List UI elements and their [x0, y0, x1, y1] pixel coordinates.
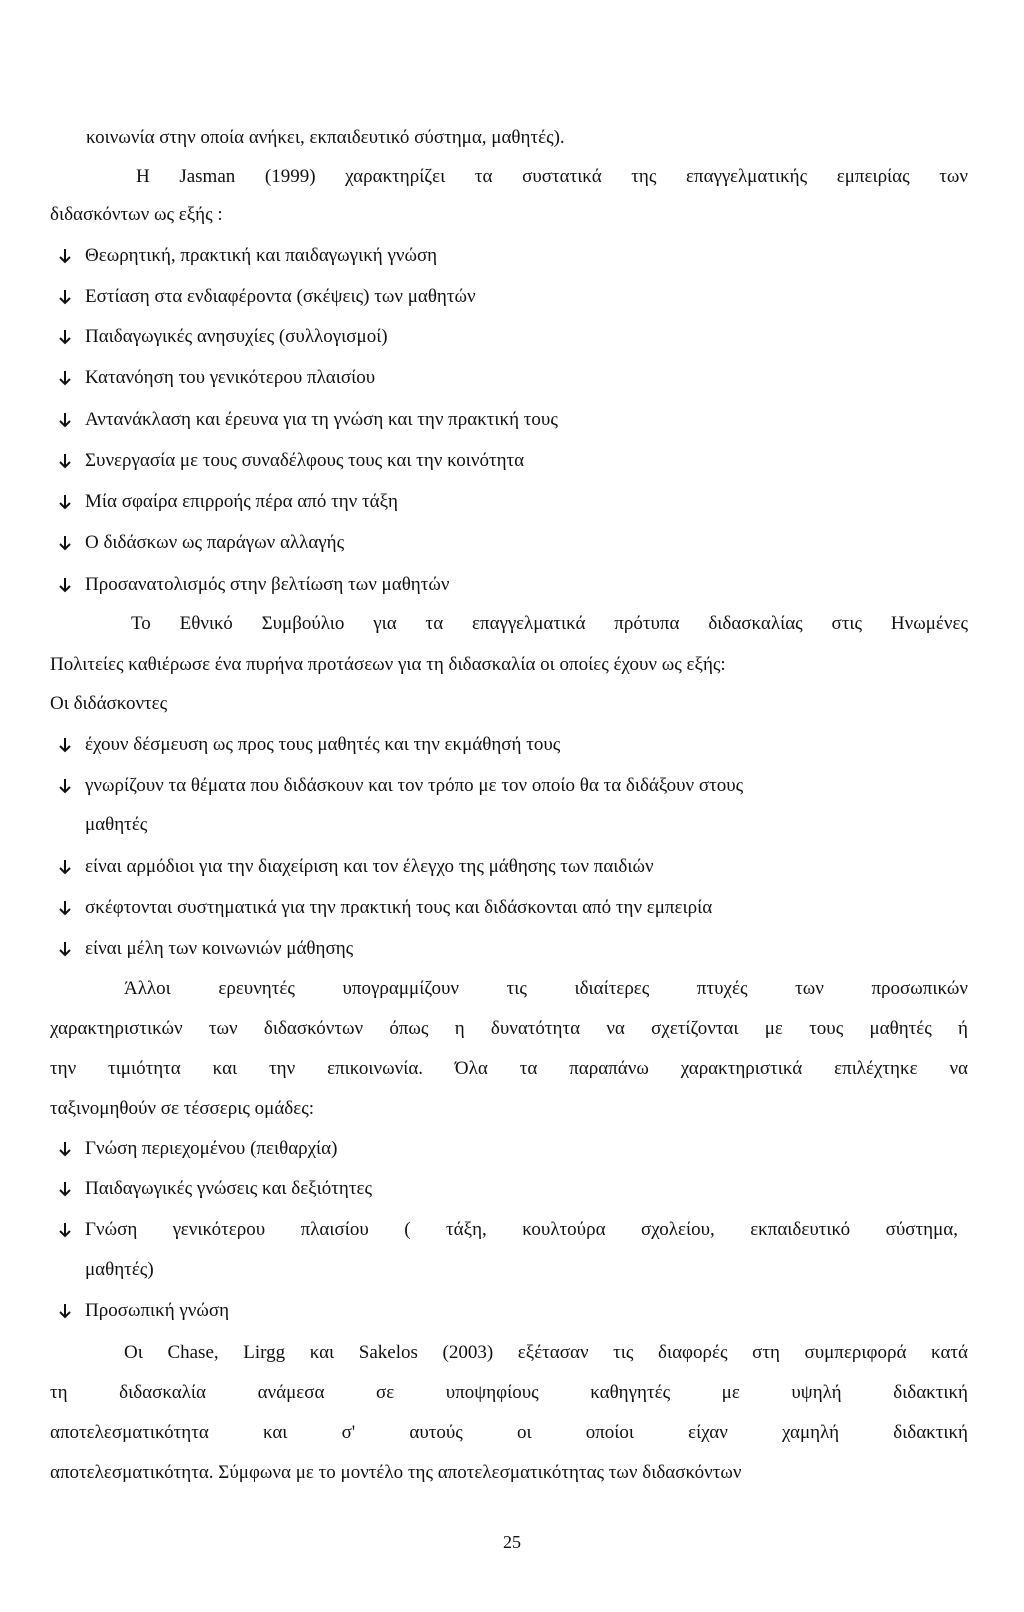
arrow-down-icon	[58, 573, 85, 593]
arrow-down-icon	[58, 449, 85, 469]
arrow-down-icon	[58, 896, 85, 916]
paragraph-line: τη διδασκαλία ανάμεσα σε υποψηφίους καθηγητές με υψηλή διδακτική	[50, 1382, 968, 1403]
arrow-down-icon	[58, 366, 85, 386]
arrow-down-icon	[58, 1177, 85, 1197]
arrow-down-icon	[58, 937, 85, 957]
arrow-down-icon	[58, 855, 85, 875]
arrow-down-icon	[58, 774, 85, 794]
arrow-down-icon	[58, 733, 85, 753]
page-number: 25	[503, 1532, 521, 1552]
arrow-down-icon	[58, 285, 85, 305]
list-item: Αντανάκλαση και έρευνα για τη γνώση και την πρακτική τους	[58, 408, 558, 432]
text-line: Οι διδάσκοντες	[50, 693, 168, 714]
arrow-down-icon	[58, 408, 85, 428]
arrow-down-icon	[58, 1137, 85, 1157]
list-item: Μία σφαίρα επιρροής πέρα από την τάξη	[58, 490, 398, 514]
arrow-down-icon	[58, 531, 85, 551]
list-item: Παιδαγωγικές ανησυχίες (συλλογισμοί)	[58, 325, 388, 349]
list-item: είναι αρμόδιοι για την διαχείριση και τον έλεγχο της μάθησης των παιδιών	[58, 855, 654, 879]
arrow-down-icon	[58, 244, 85, 264]
paragraph-line: χαρακτηριστικών των διδασκόντων όπως η δυνατότητα να σχετίζονται με τους μαθητές ή	[50, 1018, 968, 1039]
list-item: Κατανόηση του γενικότερου πλαισίου	[58, 366, 375, 390]
list-item: Θεωρητική, πρακτική και παιδαγωγική γνώση	[58, 244, 437, 268]
list-item: Γνώση γενικότερου πλαισίου ( τάξη, κουλτούρα σχολείου, εκπαιδευτικό σύστημα,	[58, 1218, 968, 1242]
text-line: Πολιτείες καθιέρωσε ένα πυρήνα προτάσεων για τη διδασκαλία οι οποίες έχουν ως εξής:	[50, 654, 726, 675]
paragraph-line: Το Εθνικό Συμβούλιο για τα επαγγελματικά πρότυπα διδασκαλίας στις Ηνωμένες	[131, 613, 968, 634]
list-item: Προσωπική γνώση	[58, 1299, 229, 1323]
list-item: γνωρίζουν τα θέματα που διδάσκουν και τον τρόπο με τον οποίο θα τα διδάξουν στους	[58, 774, 743, 798]
list-item: Ο διδάσκων ως παράγων αλλαγής	[58, 531, 344, 555]
paragraph-line: αποτελεσματικότητα και σ' αυτούς οι οποίοι είχαν χαμηλή διδακτική	[50, 1422, 968, 1443]
list-item: έχουν δέσμευση ως προς τους μαθητές και την εκμάθησή τους	[58, 733, 560, 757]
paragraph-line: Η Jasman (1999) χαρακτηρίζει τα συστατικά της επαγγελματικής εμπειρίας των	[136, 166, 968, 187]
list-item-continuation: μαθητές)	[85, 1259, 154, 1280]
list-item: Συνεργασία με τους συναδέλφους τους και την κοινότητα	[58, 449, 524, 473]
arrow-down-icon	[58, 1218, 85, 1238]
paragraph-line: Οι Chase, Lirgg και Sakelos (2003) εξέτασαν τις διαφορές στη συμπεριφορά κατά	[124, 1342, 968, 1363]
text-line: αποτελεσματικότητα. Σύμφωνα με το μοντέλο της αποτελεσματικότητας των διδασκόντων	[50, 1462, 742, 1483]
text-line: ταξινομηθούν σε τέσσερις ομάδες:	[50, 1098, 315, 1119]
paragraph-line: την τιμιότητα και την επικοινωνία. Όλα τα παραπάνω χαρακτηριστικά επιλέχτηκε να	[50, 1058, 968, 1079]
text-line: κοινωνία στην οποία ανήκει, εκπαιδευτικό σύστημα, μαθητές).	[86, 127, 565, 148]
list-item: Παιδαγωγικές γνώσεις και δεξιότητες	[58, 1177, 372, 1201]
text-line: διδασκόντων ως εξής :	[50, 204, 223, 225]
arrow-down-icon	[58, 325, 85, 345]
list-item: Προσανατολισμός στην βελτίωση των μαθητών	[58, 573, 449, 597]
arrow-down-icon	[58, 490, 85, 510]
paragraph-line: Άλλοι ερευνητές υπογραμμίζουν τις ιδιαίτερες πτυχές των προσωπικών	[124, 978, 968, 999]
arrow-down-icon	[58, 1299, 85, 1319]
list-item: είναι μέλη των κοινωνιών μάθησης	[58, 937, 353, 961]
list-item: σκέφτονται συστηματικά για την πρακτική τους και διδάσκονται από την εμπειρία	[58, 896, 712, 920]
list-item: Γνώση περιεχομένου (πειθαρχία)	[58, 1137, 337, 1161]
list-item-continuation: μαθητές	[85, 814, 148, 835]
list-item: Εστίαση στα ενδιαφέροντα (σκέψεις) των μαθητών	[58, 285, 476, 309]
